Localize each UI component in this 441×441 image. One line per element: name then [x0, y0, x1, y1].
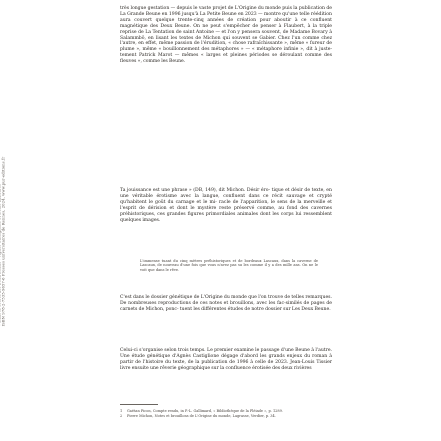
- footnote-rule: [120, 404, 158, 405]
- copyright-sidebar: [0, 0, 22, 441]
- block-quote: L'immense tuant du cinq mètres préhistoriques et de bordeaux Lascaux, dans la caverne de Lascaux, de nouveau d'une fois que vous n'avez pas su les comme il y a des mille ans. On ne le voit que dans le rêve.: [140, 258, 318, 272]
- copyright-notice: [0, 86, 6, 326]
- footnote-text: Gaëtan Picon, Compte rendu, in P.-L. Gallimard, « Bibliothèque de la Pléiade », p. 1289.: [127, 409, 283, 413]
- book-page: [120, 0, 332, 441]
- footnotes: [120, 409, 332, 418]
- footnote-number: 1: [120, 409, 123, 413]
- paragraph-2: Ta jouissance est une phrase » (DB, 149), dit Michon. Désir éro- tique et désir de texte, en une véritable érotisme avec la langue, confluent dans ce récit sauvage et crypté qu'habitent le goût du carnage et le mi- racle de l'apparition, le sens de la merveille et l'esprit de dérision et dont le mystère reste préservé comme, au fond des cavernes préhistoriques, ces grandes figures primordiales animales dont les corps lui ressemblent quelques images.: [120, 188, 332, 223]
- footnote-text: Pierre Michon, Notes et brouillons de L'Origine du monde, Lagrasse, Verdier, p. 34.: [127, 413, 276, 418]
- paragraph-1: très longue gestation — depuis le vaste projet de L'Origine du monde puis la publication de La Grande Beune en 1996 jusqu'à La Petite Beune en 2023 — montre qu'une telle réédition aura couvert quelque trente-cinq années de création pour aboutir à ce confluent magnétique des Deux Beune. On ne peut s'empêcher de penser à Flaubert, à la triple reprise de La Tentation de saint Antoine — et l'on y pensera souvent, de Madame Bovary à Salammbô, en lisant les textes de Michon qui souvent se Gabier. Chez l'un comme chez l'autre, en effet, même passion de l'érudition, « chose rafraîchissante », même « fureur de plume », même « bouillonnement des métaphores » — « métaphore infinie », dit à juste- tement Patrick Marot — mêmes « larges et pleines périodes se déroulant comme des fleuves », comme les Beune.: [120, 6, 332, 65]
- paragraph-4: Celui-ci s'organise selon trois temps. Le premier examine le passage d'une Beune à l'autre. Une étude génétique d'Agnès Castiglione dégage d'abord les grands enjeux du roman à partir de l'histoire du texte, de la publication de 1996 à celle de 2023. Jean-Louis Tissier livre ensuite une rêverie géographique sur la confluence érotisée des deux rivières: [120, 348, 332, 371]
- footnote-number: 2: [120, 413, 123, 418]
- isbn-publisher-line: ISBN 978-2-7535-9657-6 Presses universitaires de Rennes, 2024, www.pur-editions.fr: [1, 156, 6, 327]
- footnote: [120, 414, 332, 419]
- paragraph-3: C'est dans le dossier génétique de L'Origine du monde que l'on trouve de telles remarques. De nombreuses reproductions de ces notes et brouillons, avec les fac-similés de pages de carnets de Michon, ponc- tuent les différentes études de notre dossier sur Les Deux Beune.: [120, 295, 332, 312]
